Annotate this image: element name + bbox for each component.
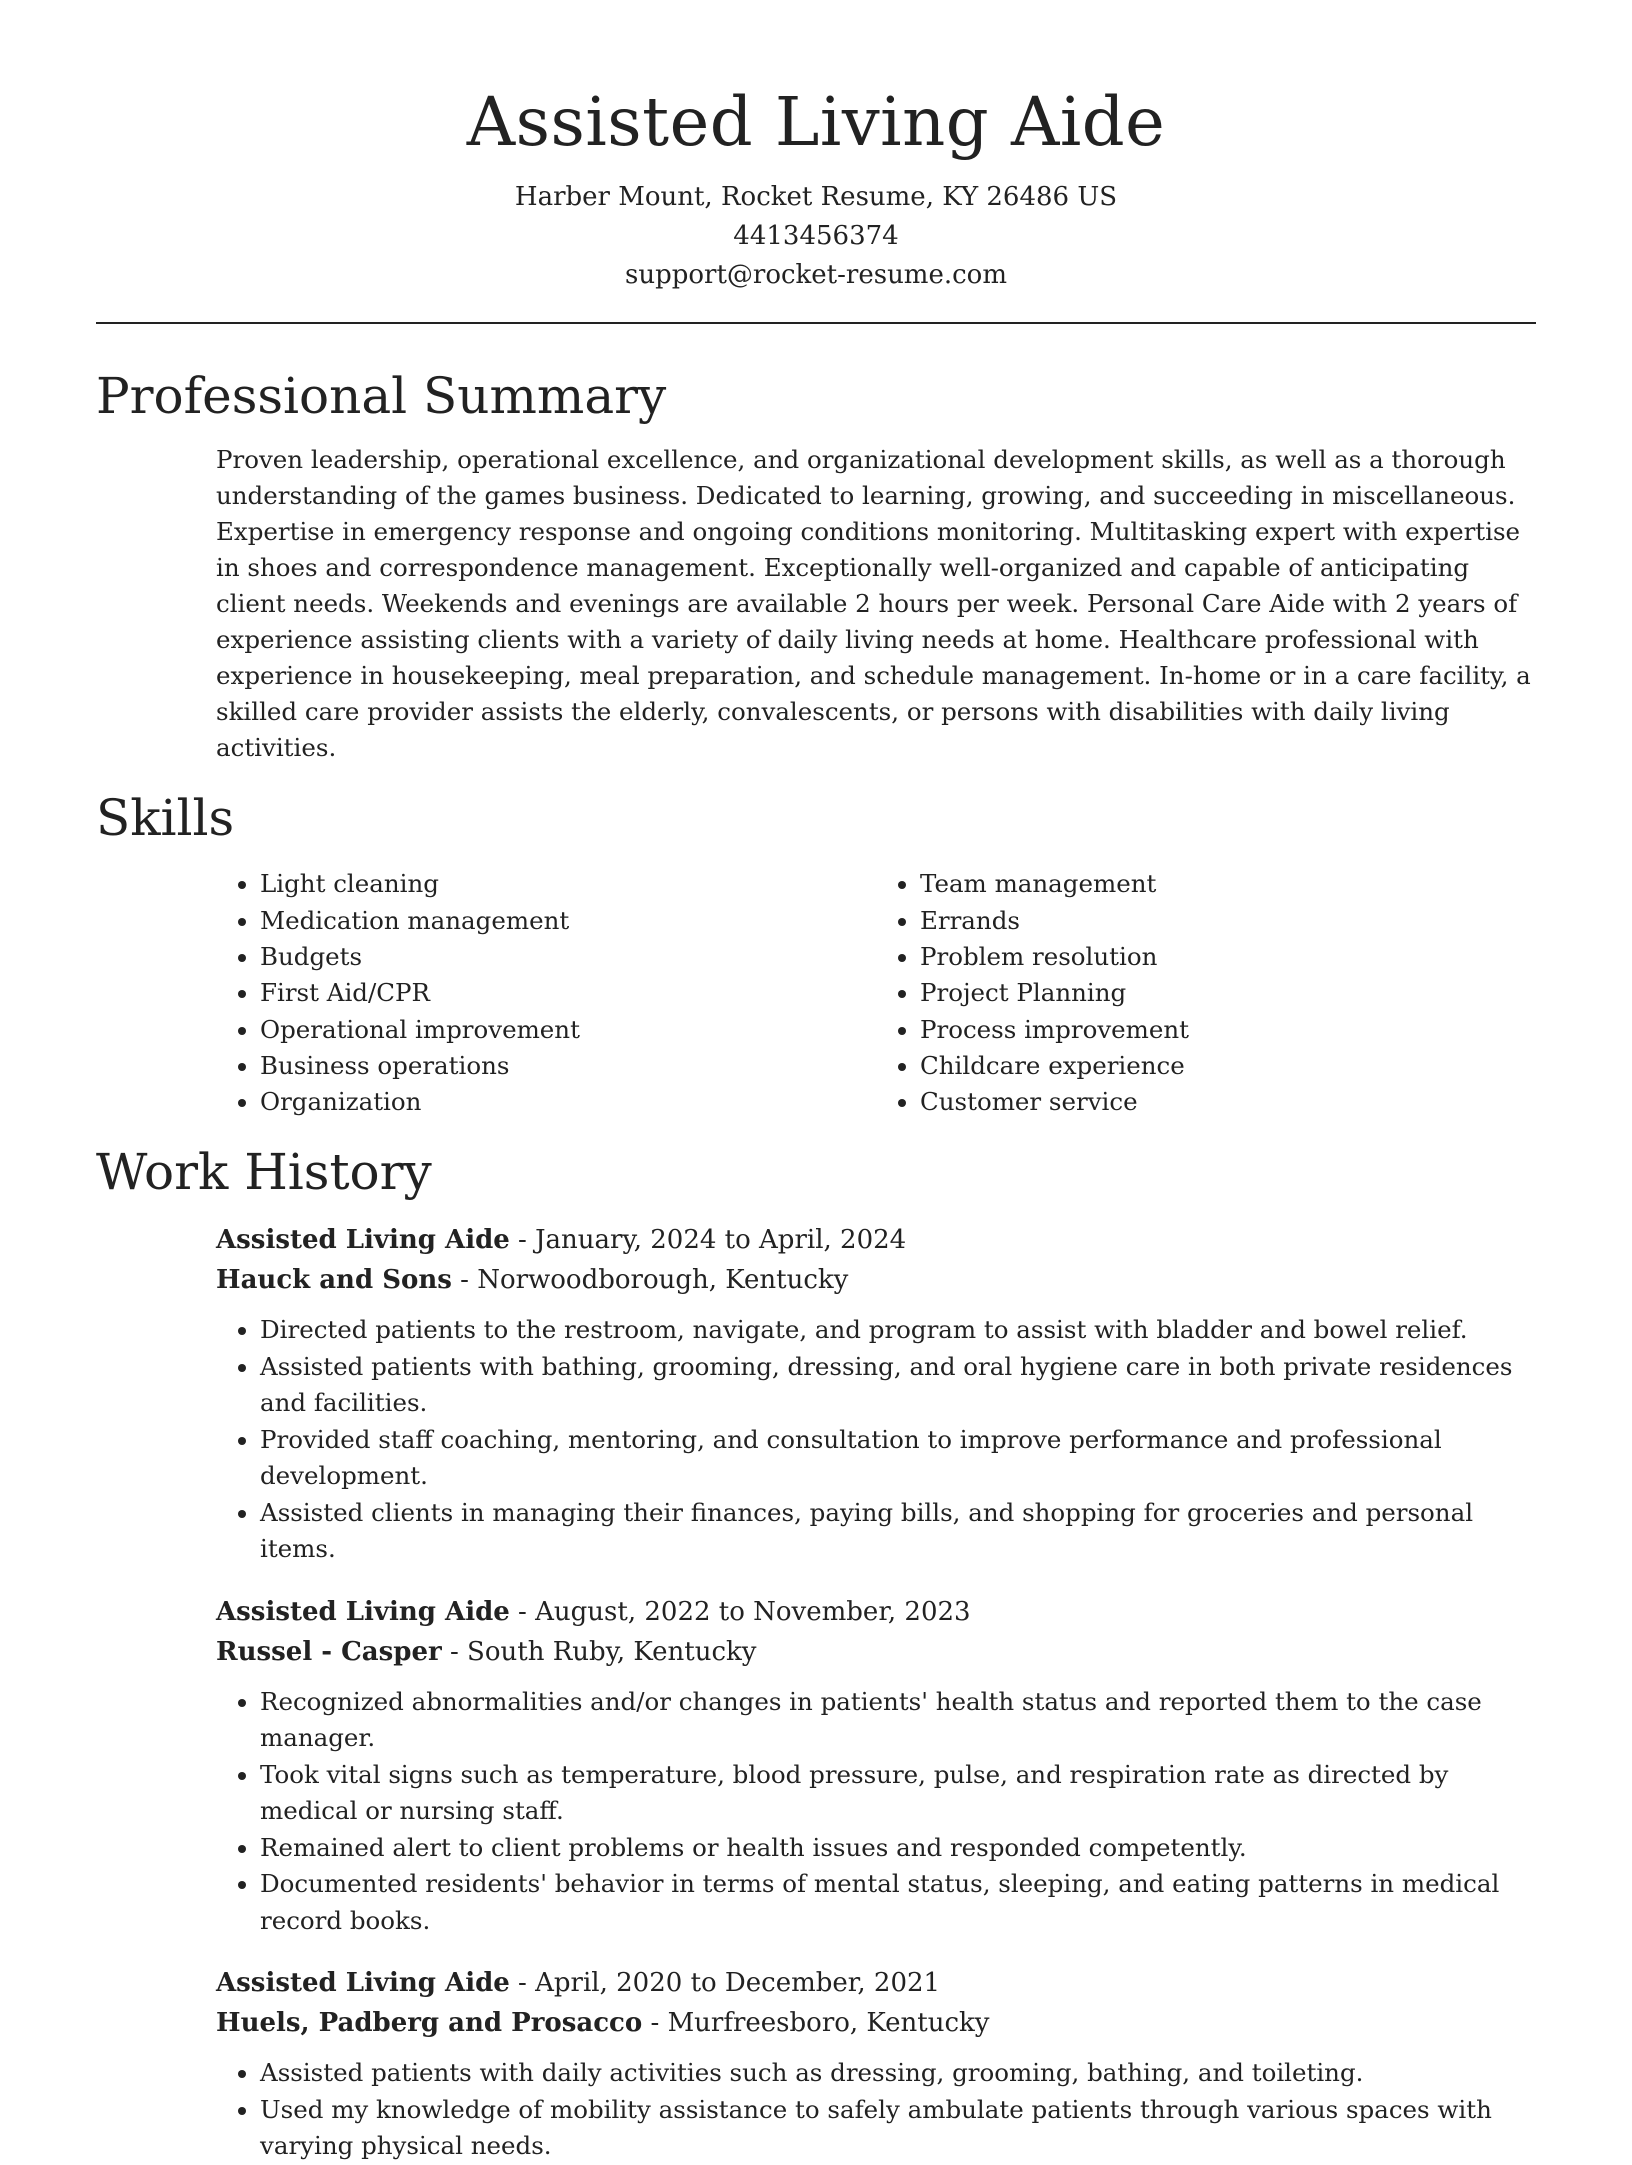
skills-column-left <box>216 866 876 1120</box>
skills-section <box>96 866 1536 1120</box>
job-title: Assisted Living Aide <box>216 1968 510 1999</box>
skill-item: • Medication management <box>260 903 876 939</box>
job-title: Assisted Living Aide <box>216 1596 510 1627</box>
job-location: South Ruby, Kentucky <box>467 1636 757 1667</box>
resume-name: Assisted Living Aide <box>466 83 1166 161</box>
job-bullet: • Assisted patients with daily activities such as dressing, grooming, bathing, and toileting. <box>260 2055 1536 2092</box>
skill-item: • Project Planning <box>920 975 1536 1011</box>
job-dates: April, 2020 to December, 2021 <box>535 1968 941 1999</box>
job-bullet: • Assisted patients with bathing, grooming, dressing, and oral hygiene care in both private residences and facilities. <box>260 1349 1536 1422</box>
job-dates: January, 2024 to April, 2024 <box>535 1225 907 1256</box>
skill-item: • Organization <box>260 1084 876 1120</box>
skill-item: • Errands <box>920 903 1536 939</box>
contact-info <box>96 178 1536 295</box>
skill-item: • Problem resolution <box>920 939 1536 975</box>
skills-column-right <box>876 866 1536 1120</box>
summary-section <box>96 442 1536 766</box>
skill-item: • Childcare experience <box>920 1048 1536 1084</box>
summary-heading: Professional Summary <box>96 367 667 426</box>
job-company: Hauck and Sons <box>216 1265 452 1296</box>
job-bullet: • Directed patients to the restroom, navigate, and program to assist with bladder and bowel relief. <box>260 1312 1536 1349</box>
job-title-line: Assisted Living Aide - August, 2022 to November, 2023 <box>216 1596 971 1627</box>
job-bullet: • Took vital signs such as temperature, blood pressure, pulse, and respiration rate as directed by medical or nursing staff. <box>260 1757 1536 1830</box>
job-entry <box>216 1220 1536 1568</box>
skill-item: • Customer service <box>920 1084 1536 1120</box>
job-bullet: • Recognized abnormalities and/or changes in patients' health status and reported them to the case manager. <box>260 1684 1536 1757</box>
job-location: Murfreesboro, Kentucky <box>667 2008 990 2039</box>
job-bullets <box>216 2055 1536 2165</box>
skills-grid <box>216 866 1536 1120</box>
job-bullet: • Documented residents' behavior in terms of mental status, sleeping, and eating patterns in medical record books. <box>260 1866 1536 1939</box>
job-bullet: • Remained alert to client problems or health issues and responded competently. <box>260 1830 1536 1867</box>
job-title-line: Assisted Living Aide - April, 2020 to December, 2021 <box>216 1968 941 1999</box>
skill-item: • Team management <box>920 866 1536 902</box>
job-company: Huels, Padberg and Prosacco <box>216 2008 643 2039</box>
job-company: Russel - Casper <box>216 1636 442 1667</box>
job-bullets <box>216 1312 1536 1568</box>
work-history-heading: Work History <box>96 1143 432 1202</box>
skill-item: • Operational improvement <box>260 1012 876 1048</box>
job-company-line: Hauck and Sons - Norwoodborough, Kentucky <box>216 1265 849 1296</box>
skills-heading: Skills <box>96 789 235 848</box>
job-bullet: • Assisted clients in managing their finances, paying bills, and shopping for groceries and personal items. <box>260 1495 1536 1568</box>
job-entry <box>216 1592 1536 1940</box>
contact-email: support@rocket-resume.com <box>624 260 1007 291</box>
contact-address: Harber Mount, Rocket Resume, KY 26486 US <box>514 182 1118 213</box>
job-title: Assisted Living Aide <box>216 1225 510 1256</box>
header-divider <box>96 322 1536 324</box>
job-company-line: Huels, Padberg and Prosacco - Murfreesboro, Kentucky <box>216 2008 990 2039</box>
skill-item: • Light cleaning <box>260 866 876 902</box>
job-title-line: Assisted Living Aide - January, 2024 to April, 2024 <box>216 1225 907 1256</box>
resume-header <box>96 0 1536 324</box>
job-bullet: • Provided staff coaching, mentoring, and consultation to improve performance and professional development. <box>260 1422 1536 1495</box>
job-entry <box>216 1963 1536 2165</box>
skill-item: • Business operations <box>260 1048 876 1084</box>
skill-item: • Process improvement <box>920 1012 1536 1048</box>
contact-phone: 4413456374 <box>733 221 899 252</box>
summary-text: Proven leadership, operational excellence, and organizational development skills, as well as a thorough understanding of the games business. Dedicated to learning, growing, and succeeding in miscellaneous. Expertise in emergency response and ongoing conditions monitoring. Multitasking expert with expertise in shoes and correspondence management. Exceptionally well-organized and capable of anticipating client needs. Weekends and evenings are available 2 hours per week. Personal Care Aide with 2 years of experience assisting clients with a variety of daily living needs at home. Healthcare professional with experience in housekeeping, meal preparation, and schedule management. In-home or in a care facility, a skilled care provider assists the elderly, convalescents, or persons with disabilities with daily living activities. <box>216 445 1531 763</box>
job-bullet: • Used my knowledge of mobility assistance to safely ambulate patients through various spaces with varying physical needs. <box>260 2092 1536 2165</box>
skill-item: • First Aid/CPR <box>260 975 876 1011</box>
job-location: Norwoodborough, Kentucky <box>477 1265 849 1296</box>
job-bullets <box>216 1684 1536 1940</box>
skill-item: • Budgets <box>260 939 876 975</box>
job-dates: August, 2022 to November, 2023 <box>535 1596 971 1627</box>
job-company-line: Russel - Casper - South Ruby, Kentucky <box>216 1636 757 1667</box>
work-history-section <box>96 1220 1536 2165</box>
